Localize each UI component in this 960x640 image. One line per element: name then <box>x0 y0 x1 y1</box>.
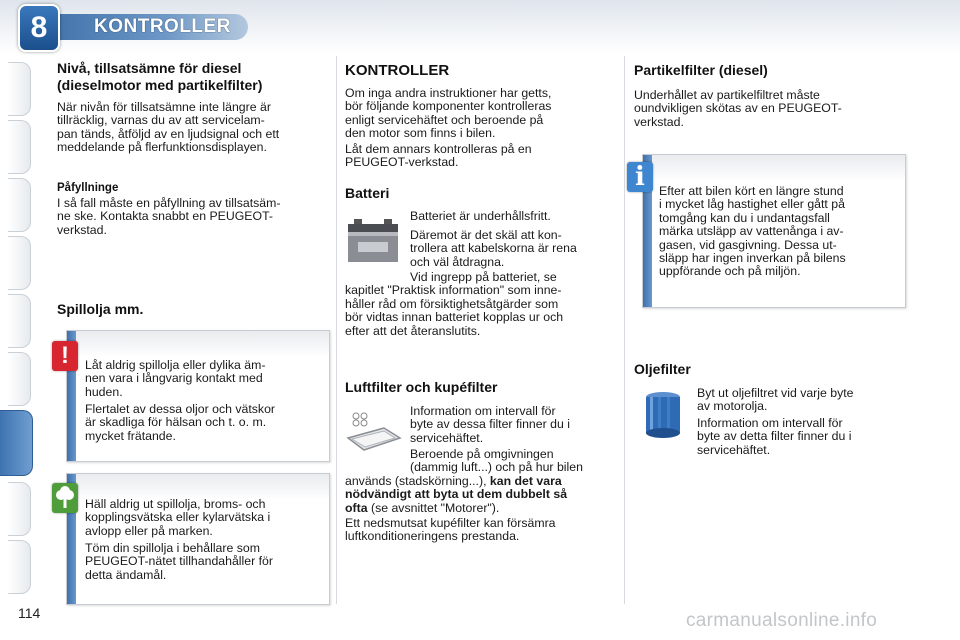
chapter-tab-4[interactable] <box>8 236 31 290</box>
spill-oil-heading: Spillolja mm. <box>57 301 144 317</box>
checks-intro-text: Om inga andra instruktioner har getts, bör följande komponenter kontrolleras enligt servicehäftet och beroende på den motor som finns i bilen. <box>345 86 552 141</box>
air-filter-text-1: Information om intervall för byte av dessa filter finner du i servicehäftet. <box>410 404 570 445</box>
particle-filter-heading: Partikelfilter (diesel) <box>634 62 768 78</box>
information-icon: i <box>627 162 653 192</box>
checks-heading: KONTROLLER <box>345 62 450 79</box>
battery-text-1: Batteriet är underhållsfritt. <box>410 209 551 223</box>
refill-heading: Påfyllninge <box>57 182 119 194</box>
information-box <box>642 154 906 308</box>
chapter-tab-8-active[interactable] <box>0 410 33 476</box>
checks-intro-text-2: Låt dem annars kontrolleras på en PEUGEOT-verkstad. <box>345 142 532 170</box>
warning-box-text-1: Låt aldrig spillolja eller dylika äm- nen vara i långvarig kontakt med huden. <box>85 358 266 399</box>
chapter-tab-6[interactable] <box>8 352 31 406</box>
oil-filter-text-1: Byt ut oljefiltret vid varje byte av motorolja. <box>697 386 854 414</box>
watermark: carmanualsonline.info <box>686 610 878 631</box>
oil-filter-heading: Oljefilter <box>634 361 691 377</box>
environment-tree-icon <box>52 483 78 513</box>
oil-filter-text-2: Information om intervall för byte av detta filter finner du i servicehäftet. <box>697 416 852 457</box>
battery-image <box>344 214 402 266</box>
chapter-tab-9[interactable] <box>8 482 31 536</box>
chapter-title: KONTROLLER <box>94 16 231 37</box>
column-divider-2 <box>624 56 625 604</box>
chapter-tab-10[interactable] <box>8 540 31 594</box>
battery-heading: Batteri <box>345 185 390 201</box>
battery-text-2: Däremot är det skäl att kon- trollera att kabelskorna är rena och väl åtdragna. <box>410 228 577 269</box>
information-box-text: Efter att bilen kört en längre stund i mycket låg hastighet eller gått på tomgång kan du i undantagsfall märka utsläpp av vattenånga i av- gasen, vid gasgivning. Dessa ut- släpp har ingen inverkan på bilens uppförande och på miljön. <box>659 184 846 279</box>
chapter-side-tabs <box>0 58 36 618</box>
chapter-number-badge: 8 <box>18 4 60 52</box>
chapter-tab-5[interactable] <box>8 294 31 348</box>
refill-text: I så fall måste en påfyllning av tillsatsäm- ne ske. Kontakta snabbt en PEUGEOT- verkstad. <box>57 196 281 237</box>
particle-filter-text: Underhållet av partikelfiltret måste oundvikligen skötas av en PEUGEOT- verkstad. <box>634 88 842 129</box>
additive-level-text: När nivån för tillsatsämne inte längre är tillräcklig, varnas du av att servicelam- pan tänds, åtföljd av en ljudsignal och ett meddelande på flerfunktionsdisplayen. <box>57 100 280 155</box>
chapter-tab-2[interactable] <box>8 120 31 174</box>
air-filter-text-3: Ett nedsmutsat kupéfilter kan försämra luftkonditioneringens prestanda. <box>345 516 556 544</box>
environment-box-text-1: Häll aldrig ut spillolja, broms- och kopplingsvätska eller kylarvätska i avlopp eller på marken. <box>85 497 271 538</box>
environment-box <box>66 473 330 605</box>
oil-filter-image <box>640 389 686 441</box>
warning-exclamation-icon: ! <box>52 341 78 371</box>
air-filter-text-2: Beroende på omgivningen (dammig luft...) och på hur bilen används (stadskörning...), kan det vara nödvändigt att byta ut dem dubbelt så ofta (se avsnittet "Motorer"). <box>345 447 583 515</box>
environment-box-text-2: Töm din spillolja i behållare som PEUGEOT-nätet tillhandahåller för detta ändamål. <box>85 541 273 582</box>
warning-box <box>66 330 330 462</box>
chapter-tab-1[interactable] <box>8 62 31 116</box>
additive-level-heading: Nivå, tillsatsämne för diesel (dieselmotor med partikelfilter) <box>57 60 263 93</box>
battery-text-3: Vid ingrepp på batteriet, se kapitlet "Praktisk information" som inne- håller råd om försiktighetsåtgärder som bör vidtas innan batteriet kopplas ur och efter att det återanslutits. <box>345 270 564 338</box>
chapter-tab-3[interactable] <box>8 178 31 232</box>
air-filter-heading: Luftfilter och kupéfilter <box>345 379 498 395</box>
page-number: 114 <box>18 605 41 621</box>
warning-box-text-2: Flertalet av dessa oljor och vätskor är skadliga för hälsan och t. o. m. mycket frätande. <box>85 402 276 443</box>
column-divider-1 <box>336 56 337 604</box>
